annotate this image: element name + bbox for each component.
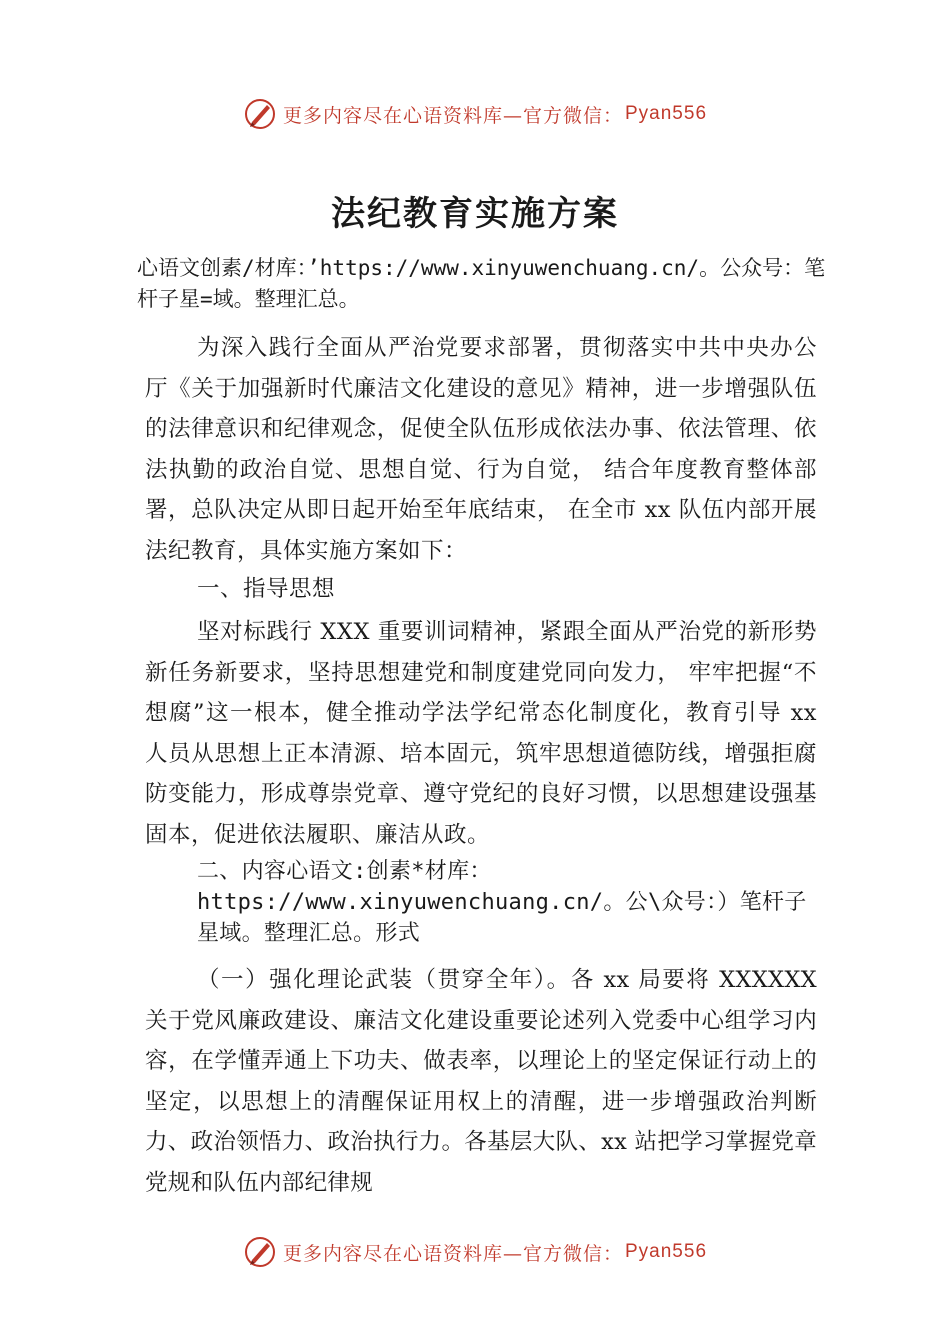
intro-paragraph	[145, 328, 817, 571]
watermark-handle: Pyan556	[625, 103, 708, 124]
pen-logo-icon	[243, 97, 277, 131]
watermark-text: 更多内容尽在心语资料库—官方微信：	[282, 104, 623, 127]
source-note: 心语文创素/材库：’https://www.xinyuwenchuang.cn/。公众号：笔杆子星=域。整理汇总。	[137, 256, 826, 311]
document-title: 法纪教育实施方案	[331, 194, 619, 234]
section-2-text: （一）强化理论武装（贯穿全年）。各 xx 局要将 XXXXXX 关于党风廉政建设、廉洁文化建设重要论述列入党委中心组学习内容，在学懂弄通上下功夫、做表率，以理论上的坚定保证行动上的坚定，以思想上的清醒保证用权上的清醒，进一步增强政治判断力、政治领悟力、政治执行力。各基层大队、xx 站把学习掌握党章党规和队伍内部纪律规	[145, 967, 817, 1196]
section-1-text: 坚对标践行 XXX 重要训词精神，紧跟全面从严治党的新形势新任务新要求，坚持思想建党和制度建党同向发力， 牢牢把握“不想腐”这一根本，健全推动学法学纪常态化制度化，教育引导 xx 人员从思想上正本清源、培本固元，筑牢思想道德防线，增强拒腐防变能力，形成尊崇党章、遵守党纪的良好习惯，以思想建设强基固本，促进依法履职、廉洁从政。	[145, 619, 817, 848]
section-1-paragraph	[145, 612, 817, 855]
watermark-text: 更多内容尽在心语资料库—官方微信：	[282, 1242, 623, 1265]
section-heading-1	[145, 569, 817, 610]
header-watermark	[0, 94, 950, 134]
footer-watermark	[0, 1232, 950, 1272]
pen-logo-icon	[243, 1235, 277, 1269]
watermark-handle: Pyan556	[625, 1241, 708, 1262]
section-heading-1-text: 一、指导思想	[197, 576, 336, 602]
section-heading-2: 二、内容心语文:创素*材库：https://www.xinyuwenchuang.cn/。公\众号：）笔杆子星域。整理汇总。形式	[197, 859, 807, 946]
section-2-paragraph	[145, 960, 817, 1203]
intro-text: 为深入践行全面从严治党要求部署，贯彻落实中共中央办公厅《关于加强新时代廉洁文化建设的意见》精神，进一步增强队伍的法律意识和纪律观念，促使全队伍形成依法办事、依法管理、依法执勤的政治自觉、思想自觉、行为自觉， 结合年度教育整体部署，总队决定从即日起开始至年底结束， 在全市 xx 队伍内部开展法纪教育，具体实施方案如下：	[145, 335, 817, 564]
